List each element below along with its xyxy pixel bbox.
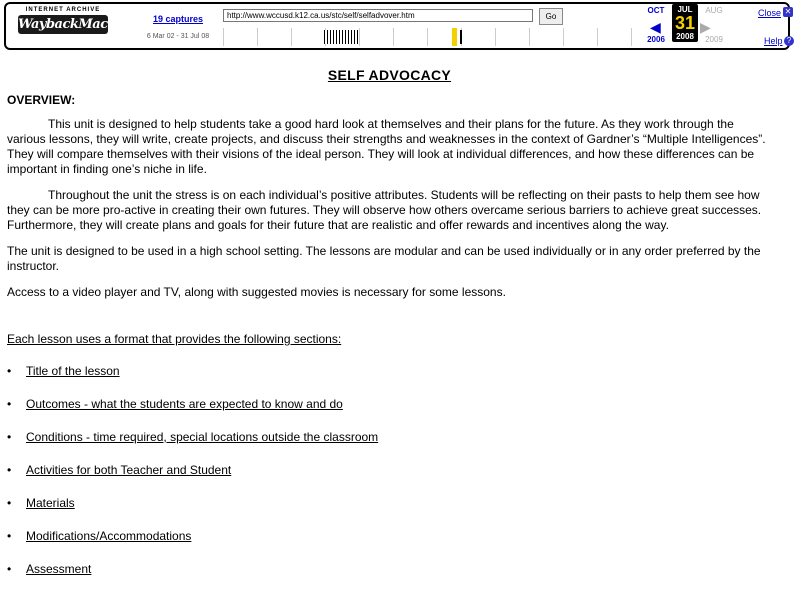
list-item-text: Title of the lesson [26, 364, 120, 378]
list-item [7, 562, 772, 577]
wayback-toolbar-frame [4, 2, 790, 50]
help-icon[interactable]: ? [784, 36, 794, 46]
list-item-text: Materials [26, 496, 75, 510]
close-link[interactable]: Close [758, 8, 782, 18]
current-year: 2008 [676, 32, 694, 41]
sparkline-current-year [452, 28, 457, 46]
next-year: 2009 [705, 35, 723, 44]
list-item [7, 463, 772, 478]
wayback-logo[interactable] [18, 7, 138, 39]
list-item-text: Activities for both Teacher and Student [26, 463, 232, 477]
current-capture-box [672, 4, 698, 42]
list-item-text: Assessment [26, 562, 92, 576]
next-capture-arrow-icon: ▶ [700, 19, 711, 35]
overview-paragraph-4: Access to a video player and TV, along with suggested movies is necessary for some lessons. [7, 285, 506, 299]
bullet-icon: • [7, 397, 12, 411]
prev-year[interactable]: 2006 [647, 35, 665, 44]
list-item [7, 529, 772, 544]
list-item-text: Modifications/Accommodations [26, 529, 192, 543]
list-item [7, 397, 772, 412]
bullet-icon: • [7, 463, 12, 477]
logo-top-text: INTERNET ARCHIVE [25, 7, 101, 13]
list-item [7, 496, 772, 511]
sparkline-current-capture [460, 30, 462, 44]
list-item-text: Conditions - time required, special locations outside the classroom [26, 430, 379, 444]
wayback-toolbar [0, 0, 800, 52]
help-link[interactable]: Help [764, 36, 783, 46]
prev-capture-arrow-icon[interactable]: ◀ [650, 19, 661, 35]
captures-link[interactable]: 19 captures [152, 14, 204, 24]
next-month: AUG [705, 6, 723, 15]
prev-month[interactable]: OCT [647, 6, 665, 15]
page-title: SELF ADVOCACY [327, 67, 452, 83]
current-day: 31 [674, 13, 696, 33]
list-item [7, 430, 772, 445]
list-item [7, 364, 772, 379]
url-input[interactable] [223, 9, 533, 22]
go-button[interactable]: Go [539, 8, 563, 25]
current-capture-column [672, 4, 698, 42]
lesson-format-intro: Each lesson uses a format that provides the following sections: [7, 332, 342, 346]
bullet-icon: • [7, 496, 12, 510]
bullet-icon: • [7, 529, 12, 543]
bullet-icon: • [7, 430, 12, 444]
overview-paragraph-3: The unit is designed to be used in a high school setting. The lessons are modular and can be used individually or in any order preferred by the instructor. [7, 244, 761, 273]
captures-info [146, 9, 210, 40]
overview-paragraph-1: This unit is designed to help students take a good hard look at themselves and their plans for the future. As they work through the various lessons, they will write, create projects, and discuss their strengths and weaknesses in the context of Gardner’s “Multiple Intelligences”. They will compare themselves with their visions of the ideal person. They will look at individual differences, and how these differences can be important in finding one’s niche in life. [7, 117, 766, 176]
bullet-icon: • [7, 562, 12, 576]
page-content [7, 64, 772, 595]
bullet-icon: • [7, 364, 12, 378]
lesson-sections-list [7, 364, 772, 577]
captures-range: 6 Mar 02 - 31 Jul 08 [146, 33, 210, 40]
close-icon[interactable]: ✕ [784, 7, 792, 16]
next-month-column [698, 6, 730, 44]
sparkline-capture-bars [324, 30, 358, 44]
list-item-text: Outcomes - what the students are expected to know and do [26, 397, 343, 411]
capture-sparkline[interactable] [223, 28, 635, 46]
current-month: JUL [677, 5, 693, 14]
logo-main-text: WaybackMachine [18, 17, 138, 32]
overview-paragraph-2: Throughout the unit the stress is on each individual’s positive attributes. Students will be reflecting on their pasts to help them see how they can be more pro-active in creating their own futures. They will observe how others overcame serious barriers to achieve great successes. Furthermore, they will create plans and goals for their future that are realistic and offer rewards and incentives along the way. [7, 188, 762, 232]
overview-heading: OVERVIEW: [7, 93, 76, 107]
